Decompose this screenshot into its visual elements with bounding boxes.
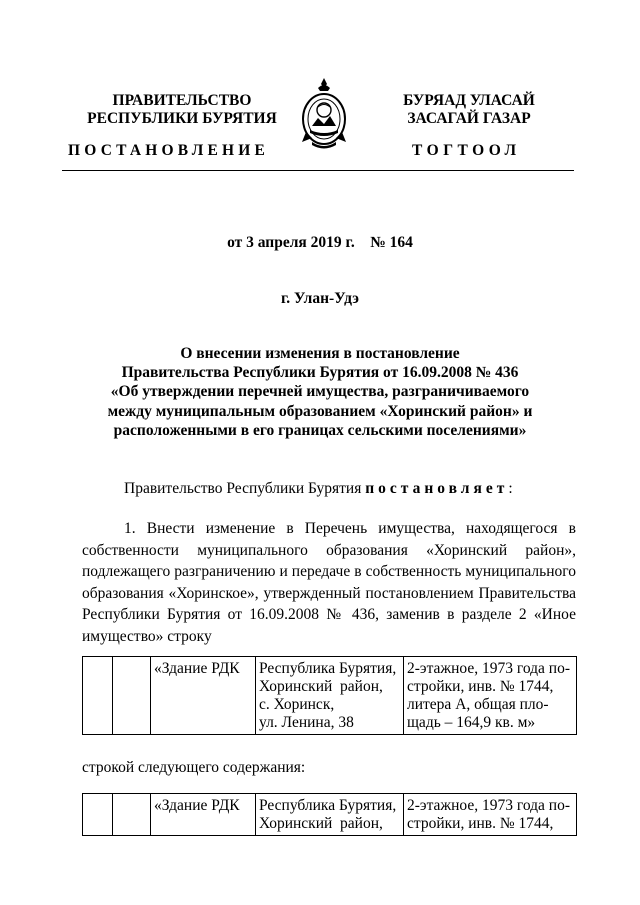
address-line: с. Хоринск, bbox=[259, 696, 335, 713]
address-line: Республика Бурятия, bbox=[259, 660, 397, 677]
table-row bbox=[83, 794, 577, 836]
header-divider bbox=[62, 170, 574, 171]
table-cell-code bbox=[113, 657, 151, 735]
description-line: стройки, инв. № 1744, bbox=[407, 815, 554, 832]
paragraph-1: 1. Внести изменение в Перечень имущества, находящегося в собственности муниципального образования «Хоринский район», подлежащего разграничению и передаче в собственность муниципального образования «Хоринское», утвержденный постановлением Правительства Республики Бурятия от 16.09.2008 № 436, заменив в разделе 2 «Иное имущество» строку bbox=[82, 520, 576, 645]
table-cell-name: «Здание РДК bbox=[151, 657, 256, 735]
header-left-line2: РЕСПУБЛИКИ БУРЯТИЯ bbox=[87, 110, 277, 127]
description-line: стройки, инв. № 1744, bbox=[407, 678, 554, 695]
subject-line: «Об утверждении перечней имущества, разграничиваемого bbox=[110, 383, 530, 401]
old-row-table bbox=[82, 656, 577, 735]
header-right-line2: ЗАСАГАЙ ГАЗАР bbox=[407, 110, 531, 127]
preamble-colon: : bbox=[508, 480, 513, 497]
address-line: ул. Ленина, 38 bbox=[259, 714, 354, 731]
table-cell-address bbox=[256, 657, 404, 735]
table-cell-index bbox=[83, 794, 113, 836]
header-left-line1: ПРАВИТЕЛЬСТВО bbox=[112, 92, 252, 109]
table-cell-description bbox=[404, 794, 577, 836]
connector-text: строкой следующего содержания: bbox=[82, 759, 306, 776]
document-subject bbox=[60, 344, 580, 440]
table-cell-code bbox=[113, 794, 151, 836]
description-line: литера А, общая пло- bbox=[407, 696, 549, 713]
description-line: 2-этажное, 1973 года по- bbox=[407, 797, 570, 814]
table-row bbox=[83, 657, 577, 735]
new-row-table bbox=[82, 793, 577, 836]
description-line: 2-этажное, 1973 года по- bbox=[407, 660, 570, 677]
preamble-text: Правительство Республики Бурятия bbox=[124, 480, 366, 497]
address-line: Хоринский район, bbox=[259, 815, 383, 832]
preamble-decree-word: постановляет bbox=[365, 480, 509, 497]
coat-of-arms-icon bbox=[298, 76, 350, 152]
description-line: щадь – 164,9 кв. м» bbox=[407, 714, 536, 731]
subject-line: Правительства Республики Бурятия от 16.09.2008 № 436 bbox=[121, 364, 519, 382]
subject-line: расположенными в его границах сельскими поселениями» bbox=[113, 421, 527, 439]
preamble bbox=[82, 478, 576, 500]
document-number: от 3 апреля 2019 г. № 164 bbox=[227, 234, 413, 251]
header-right-line1: БУРЯАД УЛАСАЙ bbox=[403, 92, 535, 109]
document-city: г. Улан-Удэ bbox=[280, 290, 359, 307]
doc-type-russian: ПОСТАНОВЛЕНИЕ bbox=[68, 142, 270, 159]
table-cell-name: «Здание РДК bbox=[151, 794, 256, 836]
table-cell-address bbox=[256, 794, 404, 836]
subject-line: О внесении изменения в постановление bbox=[180, 345, 460, 362]
address-line: Республика Бурятия, bbox=[259, 797, 397, 814]
address-line: Хоринский район, bbox=[259, 678, 383, 695]
table-cell-index bbox=[83, 657, 113, 735]
header-right-org bbox=[366, 92, 572, 128]
table-cell-description bbox=[404, 657, 577, 735]
doc-type-buryat: ТОГТООЛ bbox=[412, 142, 521, 159]
subject-line: между муниципальным образованием «Хоринский район» и bbox=[107, 402, 533, 420]
header-left-org bbox=[62, 92, 302, 128]
